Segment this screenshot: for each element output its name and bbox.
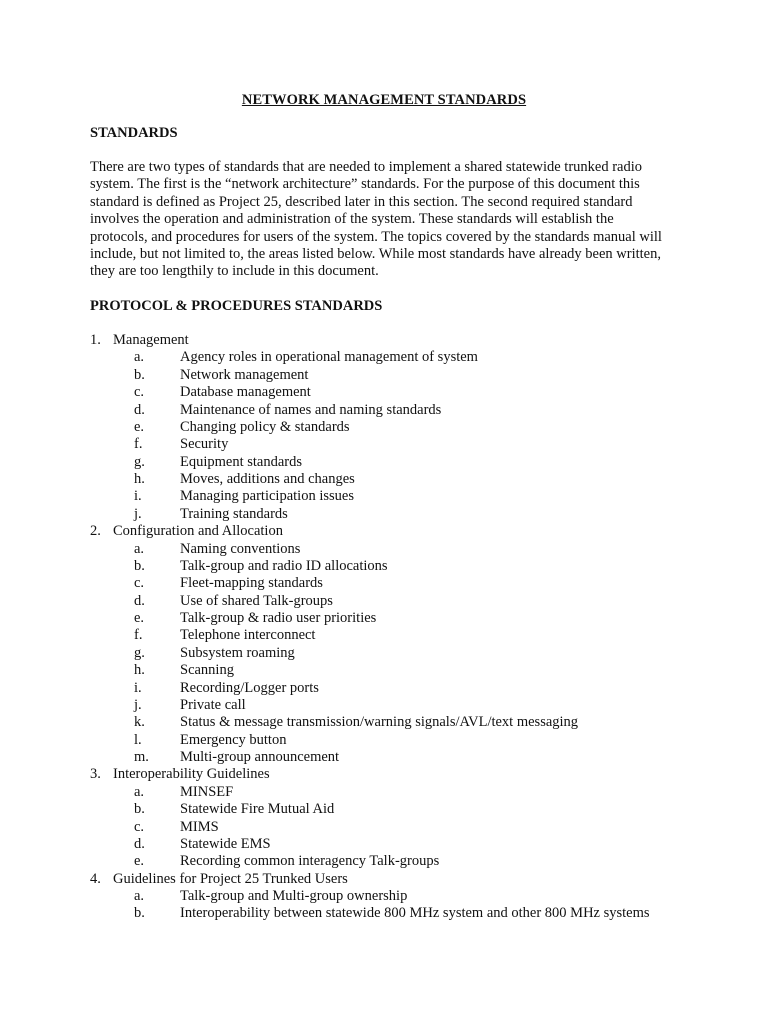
outline-item-text: Multi-group announcement: [180, 749, 340, 765]
outline-item-text: MIMS: [180, 818, 219, 835]
outline-item: [90, 732, 710, 749]
outline-item-text: Recording/Logger ports: [180, 679, 319, 696]
outline-item-letter: b.: [134, 557, 145, 574]
outline-section-label: Configuration and Allocation: [113, 523, 283, 540]
outline-item-letter: b.: [134, 801, 145, 818]
outline-item: [90, 627, 710, 644]
outline-section-label: Guidelines for Project 25 Trunked Users: [113, 870, 348, 887]
outline-item: [90, 610, 710, 627]
section-heading-standards: STANDARDS: [90, 125, 178, 141]
outline-item: [90, 888, 710, 905]
outline-item: [90, 367, 710, 384]
outline-item-letter: a.: [134, 540, 145, 557]
outline-item-text: Talk-group and Multi-group ownership: [180, 888, 408, 904]
intro-line: they are too lengthily to include in this document.: [90, 263, 379, 280]
intro-line: include, but not limited to, the areas listed below. While most standards have already been written,: [90, 245, 661, 262]
outline-item-letter: f.: [134, 627, 143, 644]
intro-line: standard is defined as Project 25, described later in this section. The second required standard: [90, 193, 633, 210]
outline-item: [90, 558, 710, 575]
outline-item-text: Naming conventions: [180, 540, 301, 557]
outline-item: [90, 662, 710, 679]
outline-item-text: Emergency button: [180, 731, 287, 748]
outline-item-text: MINSEF: [180, 783, 234, 800]
outline-item-text: Equipment standards: [180, 453, 303, 470]
outline-item-letter: c.: [134, 384, 145, 401]
outline-section: [90, 523, 710, 540]
outline-item-letter: k.: [134, 714, 145, 731]
outline-item-letter: e.: [134, 853, 145, 870]
outline-section-number: 3.: [90, 766, 101, 783]
outline-item-letter: b.: [134, 366, 145, 383]
outline-item-text: Managing participation issues: [180, 488, 354, 505]
intro-line: involves the operation and administration of the system. These standards will establish the: [90, 211, 614, 228]
outline-item: [90, 697, 710, 714]
outline-item-letter: g.: [134, 644, 145, 661]
outline-item-letter: f.: [134, 436, 143, 453]
outline-item-text: Database management: [180, 384, 311, 401]
outline-item: [90, 645, 710, 662]
outline-item: [90, 436, 710, 453]
outline-section: [90, 871, 710, 888]
outline-section-label: Management: [113, 332, 189, 348]
outline-item: [90, 541, 710, 558]
outline-item-letter: a.: [134, 783, 145, 800]
section-heading-protocol: PROTOCOL & PROCEDURES STANDARDS: [90, 298, 383, 314]
outline-item-letter: c.: [134, 575, 145, 592]
outline-item: [90, 419, 710, 436]
outline-item-letter: d.: [134, 835, 145, 852]
outline-section: [90, 766, 710, 783]
outline-item-letter: l.: [134, 731, 142, 748]
outline-item: [90, 454, 710, 471]
outline-item: [90, 836, 710, 853]
outline-section: [90, 332, 710, 349]
outline-item-letter: e.: [134, 610, 145, 626]
outline-item-text: Statewide Fire Mutual Aid: [180, 801, 335, 818]
outline-item: [90, 384, 710, 401]
outline-item-text: Scanning: [180, 662, 234, 679]
outline-item-text: Telephone interconnect: [180, 627, 316, 644]
outline-item: [90, 488, 710, 505]
outline-item-text: Fleet-mapping standards: [180, 575, 323, 592]
outline-item: [90, 853, 710, 870]
outline-item-letter: h.: [134, 471, 145, 487]
outline-item-letter: h.: [134, 662, 145, 679]
outline-item: [90, 349, 710, 366]
outline-item: [90, 749, 710, 766]
outline-item-text: Maintenance of names and naming standards: [180, 401, 442, 418]
outline-item-letter: b.: [134, 905, 145, 922]
outline-item-letter: a.: [134, 349, 145, 366]
outline-section-number: 2.: [90, 523, 101, 540]
outline-item-text: Talk-group and radio ID allocations: [180, 557, 388, 574]
outline-item-text: Training standards: [180, 505, 288, 522]
outline-item-text: Recording common interagency Talk-groups: [180, 853, 440, 870]
outline-item-text: Changing policy & standards: [180, 418, 350, 435]
outline-item-text: Interoperability between statewide 800 MHz system and other 800 MHz systems: [180, 905, 650, 922]
outline-item: [90, 593, 710, 610]
intro-line: protocols, and procedures for users of the system. The topics covered by the standards manual will: [90, 228, 662, 245]
outline-item-text: Moves, additions and changes: [180, 471, 355, 487]
outline-item: [90, 714, 710, 731]
outline-item-letter: i.: [134, 679, 142, 696]
outline-section-number: 1.: [90, 332, 101, 348]
outline-item: [90, 819, 710, 836]
outline-item: [90, 575, 710, 592]
outline-item-letter: c.: [134, 818, 145, 835]
outline-item: [90, 784, 710, 801]
outline-item-letter: g.: [134, 453, 145, 470]
outline-item-letter: d.: [134, 401, 145, 418]
outline-item-letter: a.: [134, 888, 145, 904]
outline-item-letter: m.: [134, 749, 149, 765]
intro-line: system. The first is the “network architecture” standards. For the purpose of this document this: [90, 176, 640, 193]
outline-item-text: Subsystem roaming: [180, 644, 295, 661]
outline-item-text: Statewide EMS: [180, 835, 271, 852]
outline-item: [90, 905, 710, 922]
outline-item-letter: j.: [134, 696, 142, 713]
outline-item-letter: d.: [134, 592, 145, 609]
outline-section-label: Interoperability Guidelines: [113, 766, 270, 783]
outline-item: [90, 680, 710, 697]
document-title: NETWORK MANAGEMENT STANDARDS: [241, 92, 527, 108]
outline-item: [90, 801, 710, 818]
intro-paragraph: [90, 159, 690, 281]
outline-item-letter: e.: [134, 418, 145, 435]
outline-item: [90, 402, 710, 419]
outline-item-letter: i.: [134, 488, 142, 505]
outline-item-text: Use of shared Talk-groups: [180, 592, 333, 609]
outline-item-text: Security: [180, 436, 229, 453]
outline-section-number: 4.: [90, 870, 101, 887]
outline-item-text: Private call: [180, 696, 246, 713]
outline-item: [90, 471, 710, 488]
outline-item: [90, 506, 710, 523]
standards-outline-list: [90, 332, 710, 923]
outline-item-letter: j.: [134, 505, 142, 522]
outline-item-text: Agency roles in operational management of system: [180, 349, 478, 366]
outline-item-text: Talk-group & radio user priorities: [180, 610, 377, 626]
outline-item-text: Status & message transmission/warning signals/AVL/text messaging: [180, 714, 579, 731]
outline-item-text: Network management: [180, 366, 309, 383]
intro-line: There are two types of standards that are needed to implement a shared statewide trunked radio: [90, 159, 642, 175]
